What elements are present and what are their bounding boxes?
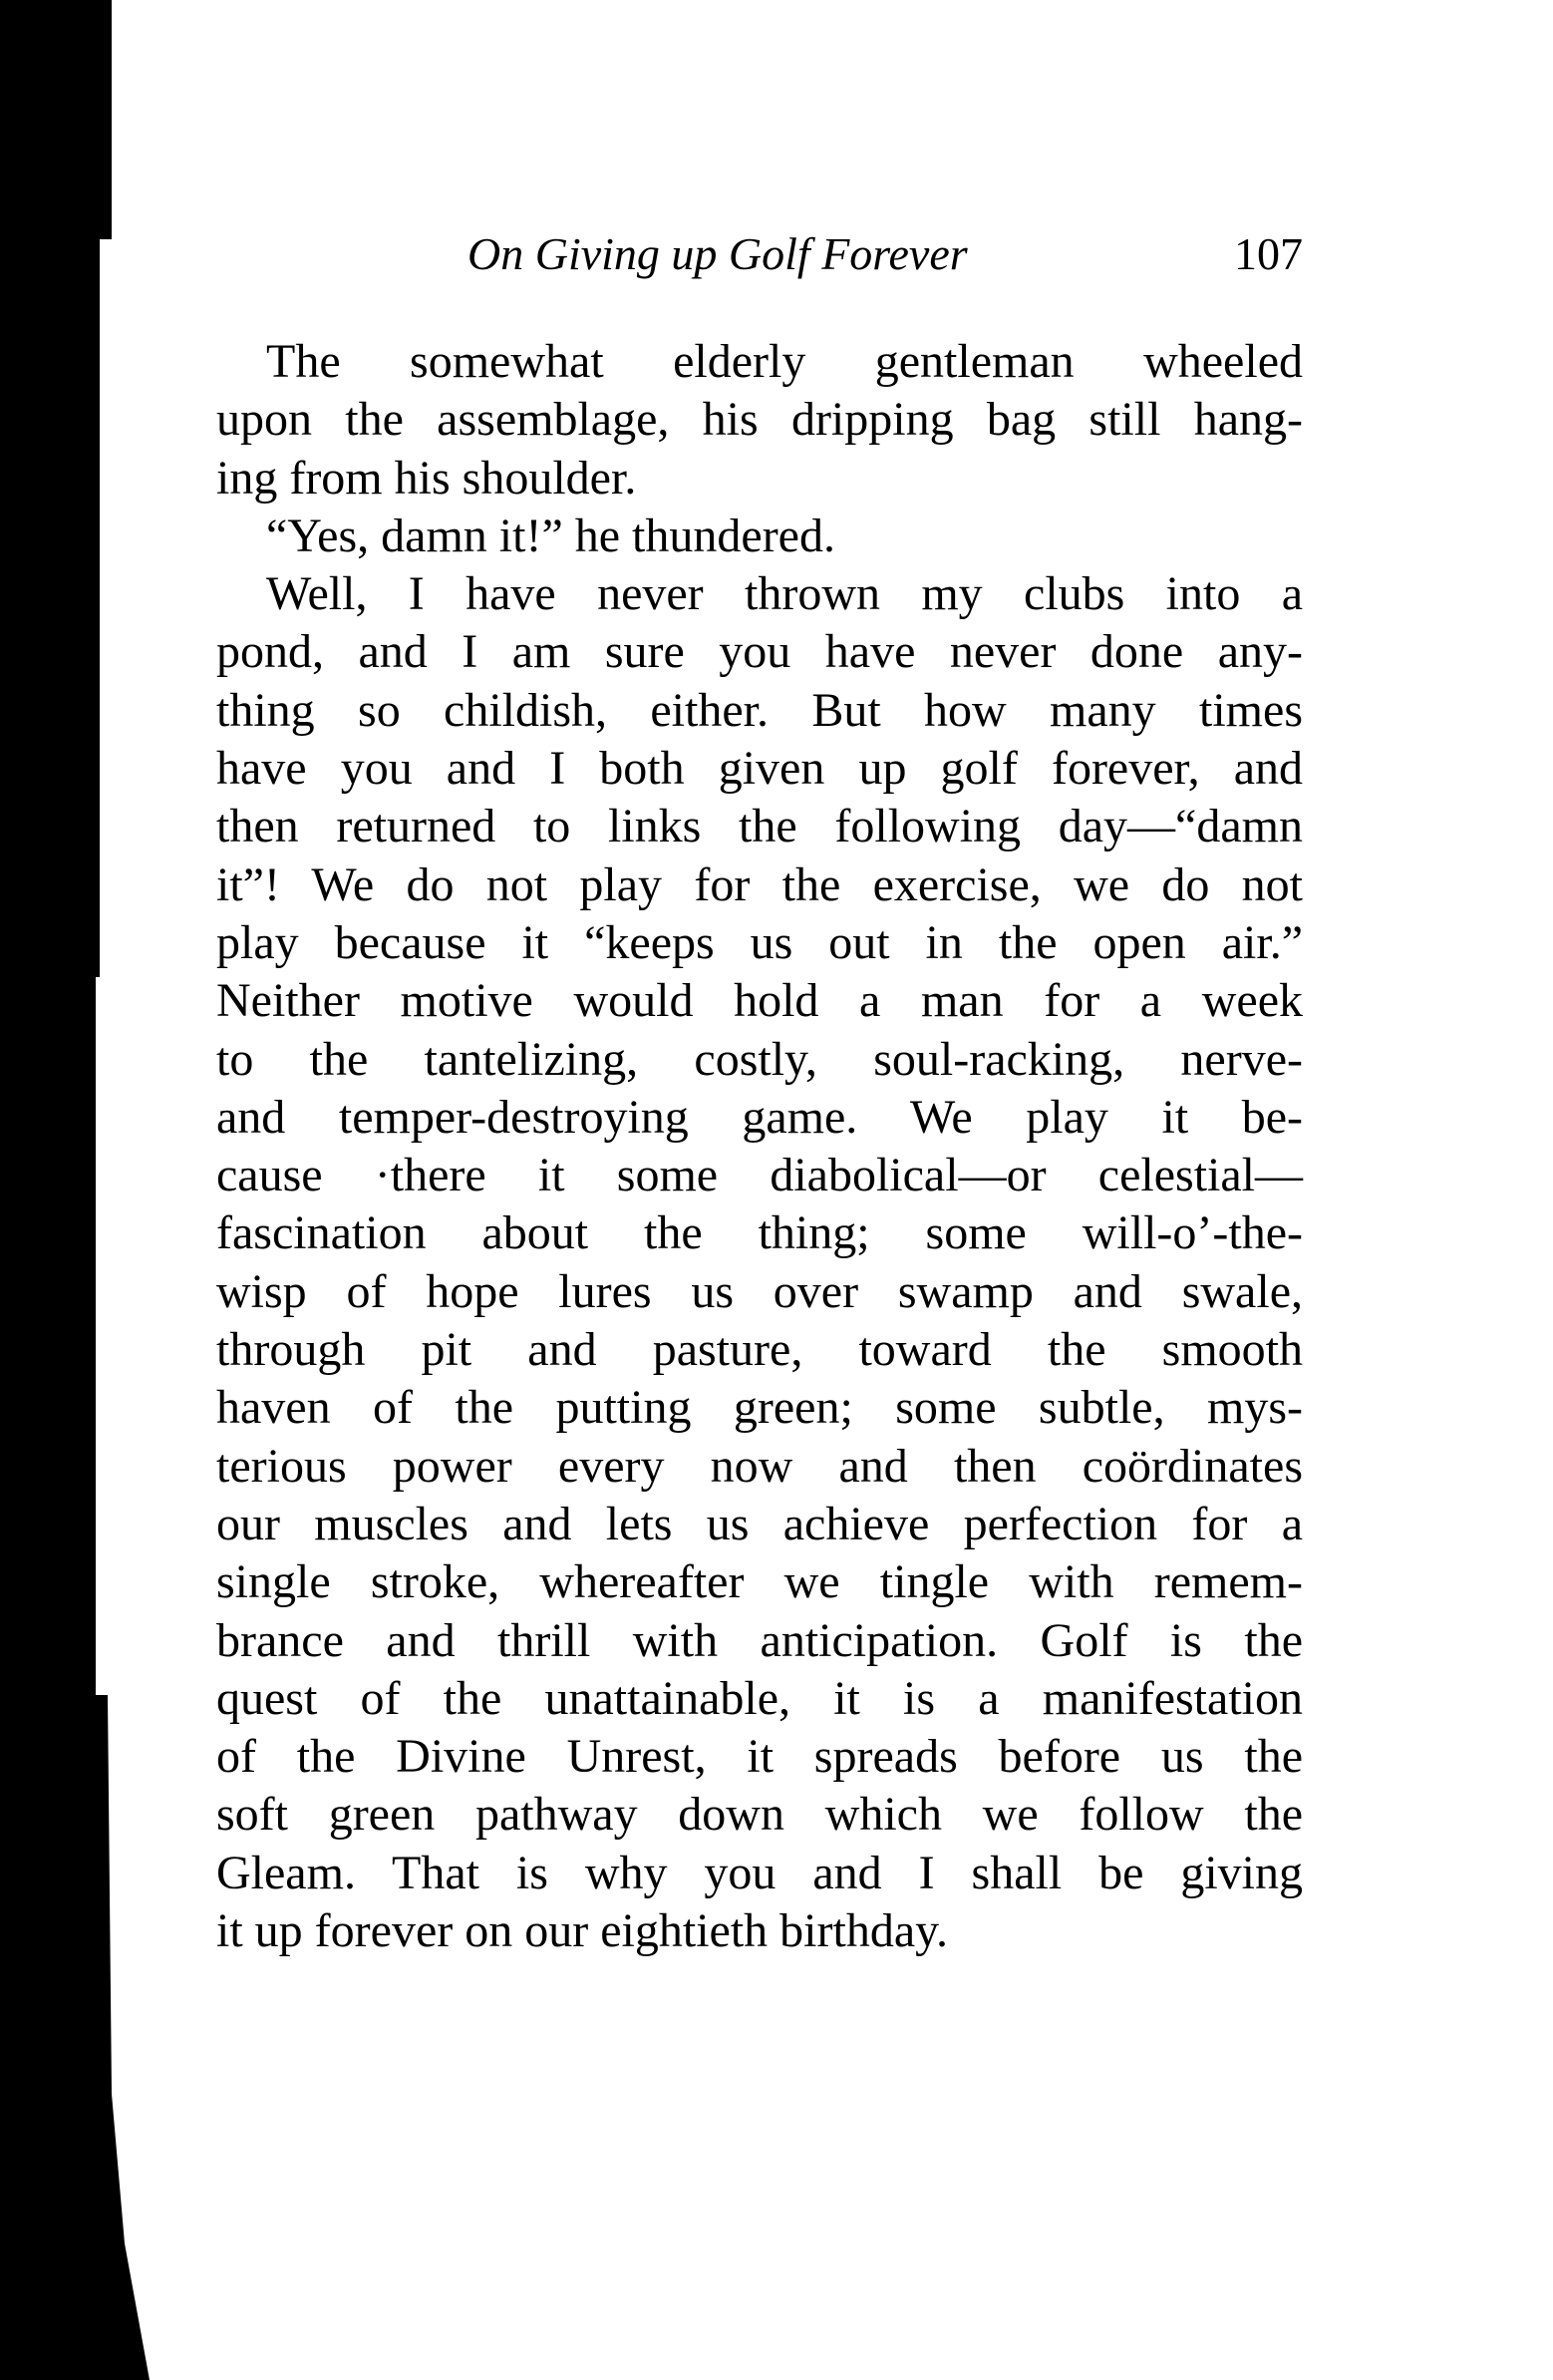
text-line: “Yes, damn it!” he thundered. [266,509,835,562]
text-line: brance and thrill with anticipation. Golf is the [216,1613,1303,1667]
text-line: it up forever on our eightieth birthday. [216,1904,949,1958]
text-line: thing so childish, either. But how many times [216,683,1303,737]
page-number: 107 [1234,228,1303,279]
text-line: our muscles and lets us achieve perfection for a [216,1497,1303,1550]
text-line: wisp of hope lures us over swamp and swale, [216,1264,1303,1318]
text-line: cause ·there it some diabolical—or celestial— [216,1149,1303,1202]
text-line: Well, I have never thrown my clubs into a [266,567,1303,621]
text-line: Neither motive would hold a man for a week [216,974,1303,1028]
text-line: then returned to links the following day—“damn [216,800,1303,853]
text-line: through pit and pasture, toward the smooth [216,1323,1303,1377]
text-line: terious power every now and then coördinates [216,1439,1303,1493]
text-line: quest of the unattainable, it is a manifestation [216,1671,1303,1725]
text-line: it”! We do not play for the exercise, we do not [216,857,1303,911]
running-title: On Giving up Golf Forever [467,228,968,279]
text-line: play because it “keeps us out in the open air.” [216,915,1303,969]
text-line: single stroke, whereafter we tingle with remem- [216,1555,1303,1609]
text-line: upon the assemblage, his dripping bag still hang- [216,393,1303,447]
text-line: Gleam. That is why you and I shall be giving [216,1846,1303,1899]
scan-edge-shadow [0,0,199,2380]
text-line: and temper-destroying game. We play it be- [216,1090,1303,1144]
text-line: to the tantelizing, costly, soul-racking, nerve- [216,1032,1303,1086]
body-text [216,333,1303,1960]
text-line: haven of the putting green; some subtle, mys- [216,1381,1303,1435]
text-line: of the Divine Unrest, it spreads before us the [216,1730,1303,1784]
text-line: ing from his shoulder. [216,451,637,505]
text-line: fascination about the thing; some will-o’-the- [216,1206,1303,1260]
page-header [216,227,1303,287]
text-line: have you and I both given up golf forever, and [216,742,1303,796]
text-line: The somewhat elderly gentleman wheeled [266,335,1303,388]
text-line: soft green pathway down which we follow the [216,1788,1303,1842]
text-line: pond, and I am sure you have never done any- [216,625,1303,679]
